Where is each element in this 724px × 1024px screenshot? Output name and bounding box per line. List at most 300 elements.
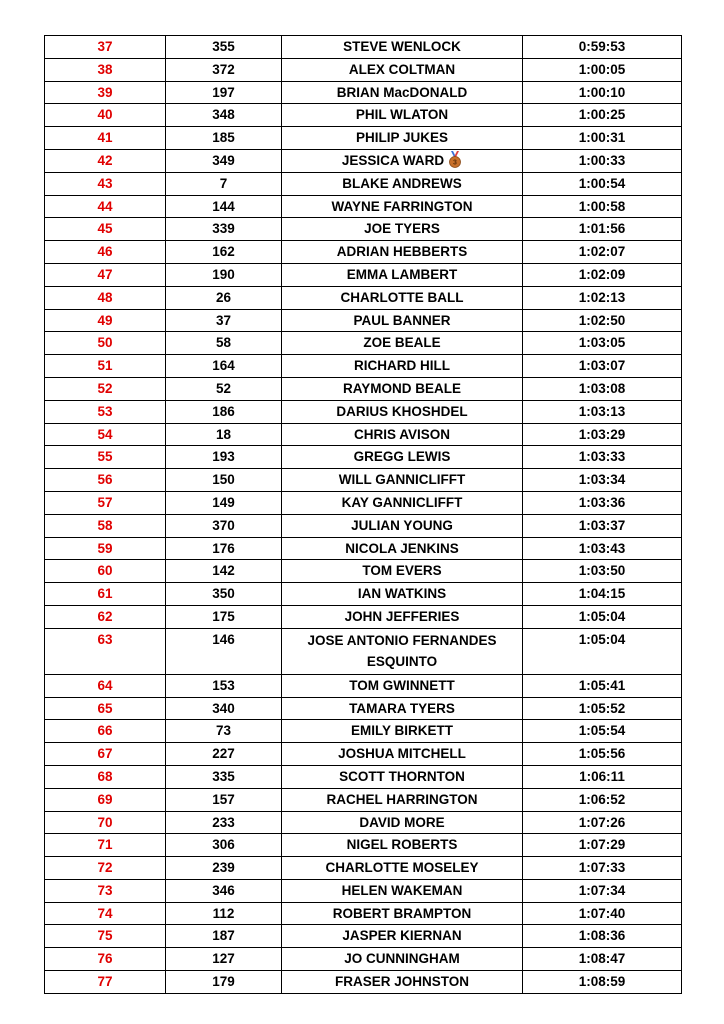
finish-time-cell — [523, 902, 682, 925]
position-text: 60 — [97, 563, 113, 579]
bib-number-text: 185 — [212, 130, 235, 146]
position-cell — [45, 423, 166, 446]
runner-name-cell — [282, 788, 523, 811]
finish-time-text: 1:02:07 — [578, 244, 626, 260]
finish-time-text: 1:03:43 — [578, 540, 626, 556]
bib-number-text: 175 — [212, 608, 235, 624]
bib-number-text: 335 — [212, 768, 235, 784]
finish-time-text: 1:02:09 — [578, 266, 626, 282]
finish-time-text: 1:00:10 — [578, 84, 626, 100]
table-row — [45, 400, 682, 423]
finish-time-text: 1:03:08 — [578, 380, 626, 396]
bib-number-cell — [166, 948, 282, 971]
finish-time-text: 1:03:36 — [578, 494, 626, 510]
finish-time-cell — [523, 948, 682, 971]
bib-number-cell — [166, 332, 282, 355]
bib-number-cell — [166, 309, 282, 332]
position-text: 49 — [97, 312, 113, 328]
bib-number-text: 112 — [212, 905, 235, 921]
position-text: 44 — [97, 198, 113, 214]
bib-number-text: 149 — [212, 494, 235, 510]
runner-name-text: DARIUS KHOSHDEL — [336, 403, 468, 419]
finish-time-text: 1:00:05 — [578, 61, 626, 77]
position-text: 66 — [97, 723, 113, 739]
bib-number-text: 227 — [212, 746, 235, 762]
position-cell — [45, 857, 166, 880]
finish-time-text: 1:05:04 — [578, 631, 626, 647]
medal-number: 3 — [453, 159, 458, 167]
runner-name-text: PAUL BANNER — [353, 312, 451, 328]
finish-time-text: 1:00:54 — [578, 175, 626, 191]
bib-number-cell — [166, 857, 282, 880]
position-text: 55 — [97, 449, 113, 465]
bib-number-text: 349 — [212, 152, 235, 168]
runner-name-cell — [282, 469, 523, 492]
finish-time-cell — [523, 400, 682, 423]
finish-time-cell — [523, 195, 682, 218]
finish-time-text: 1:05:54 — [578, 723, 626, 739]
runner-name-cell — [282, 104, 523, 127]
bib-number-cell — [166, 149, 282, 172]
runner-name-text: WAYNE FARRINGTON — [331, 198, 473, 214]
runner-name-cell — [282, 765, 523, 788]
table-row — [45, 332, 682, 355]
position-text: 68 — [97, 768, 113, 784]
position-cell — [45, 127, 166, 150]
finish-time-text: 1:03:37 — [578, 517, 626, 533]
finish-time-text: 1:02:50 — [578, 312, 626, 328]
runner-name-cell — [282, 309, 523, 332]
table-row — [45, 149, 682, 172]
position-text: 67 — [97, 746, 113, 762]
finish-time-cell — [523, 241, 682, 264]
runner-name-cell — [282, 628, 523, 674]
bib-number-text: 372 — [212, 61, 235, 77]
bib-number-text: 144 — [212, 198, 235, 214]
position-cell — [45, 971, 166, 994]
position-cell — [45, 309, 166, 332]
position-cell — [45, 469, 166, 492]
position-text: 71 — [97, 837, 113, 853]
table-row — [45, 583, 682, 606]
runner-name-cell — [282, 674, 523, 697]
bib-number-cell — [166, 605, 282, 628]
runner-name-text: CHRIS AVISON — [353, 426, 450, 442]
table-row — [45, 127, 682, 150]
bib-number-cell — [166, 788, 282, 811]
table-row — [45, 469, 682, 492]
bib-number-cell — [166, 514, 282, 537]
runner-name-cell — [282, 491, 523, 514]
position-text: 75 — [97, 928, 113, 944]
bib-number-cell — [166, 834, 282, 857]
bib-number-cell — [166, 400, 282, 423]
position-cell — [45, 81, 166, 104]
position-text: 59 — [97, 540, 113, 556]
runner-name-text: ROBERT BRAMPTON — [332, 905, 472, 921]
position-text: 74 — [97, 905, 113, 921]
position-text: 54 — [97, 426, 113, 442]
position-cell — [45, 104, 166, 127]
runner-name-cell — [282, 263, 523, 286]
bib-number-cell — [166, 811, 282, 834]
runner-name-cell — [282, 514, 523, 537]
bib-number-cell — [166, 469, 282, 492]
runner-name-text: KAY GANNICLIFFT — [341, 494, 463, 510]
bib-number-text: 197 — [212, 84, 235, 100]
runner-name-cell — [282, 857, 523, 880]
position-text: 45 — [97, 221, 113, 237]
finish-time-text: 1:03:29 — [578, 426, 626, 442]
position-text: 56 — [97, 472, 113, 488]
runner-name-cell — [282, 355, 523, 378]
table-row — [45, 81, 682, 104]
position-cell — [45, 36, 166, 59]
table-row — [45, 628, 682, 674]
finish-time-cell — [523, 743, 682, 766]
position-text: 62 — [97, 608, 113, 624]
runner-name-text: TAMARA TYERS — [349, 700, 455, 716]
finish-time-cell — [523, 104, 682, 127]
position-text: 43 — [97, 175, 113, 191]
finish-time-text: 1:05:52 — [578, 700, 626, 716]
bib-number-cell — [166, 104, 282, 127]
finish-time-text: 1:07:26 — [578, 814, 626, 830]
finish-time-cell — [523, 172, 682, 195]
position-cell — [45, 834, 166, 857]
bronze-medal-icon — [448, 151, 462, 168]
bib-number-cell — [166, 241, 282, 264]
bib-number-text: 370 — [212, 517, 235, 533]
bib-number-cell — [166, 583, 282, 606]
runner-name-text: NICOLA JENKINS — [345, 540, 459, 556]
runner-name-text: JOSE ANTONIO FERNANDES ESQUINTO — [307, 632, 497, 669]
table-row — [45, 879, 682, 902]
finish-time-cell — [523, 628, 682, 674]
bib-number-cell — [166, 446, 282, 469]
bib-number-cell — [166, 902, 282, 925]
runner-name-cell — [282, 332, 523, 355]
runner-name-cell — [282, 241, 523, 264]
table-row — [45, 674, 682, 697]
bib-number-text: 355 — [212, 39, 235, 54]
table-row — [45, 902, 682, 925]
finish-time-text: 1:07:40 — [578, 905, 626, 921]
bib-number-text: 157 — [212, 791, 235, 807]
position-text: 38 — [97, 61, 113, 77]
finish-time-cell — [523, 560, 682, 583]
table-row — [45, 172, 682, 195]
bib-number-cell — [166, 537, 282, 560]
bib-number-cell — [166, 971, 282, 994]
finish-time-cell — [523, 697, 682, 720]
finish-time-cell — [523, 446, 682, 469]
finish-time-cell — [523, 263, 682, 286]
bib-number-text: 179 — [212, 974, 235, 990]
table-row — [45, 720, 682, 743]
bib-number-text: 73 — [215, 723, 232, 739]
finish-time-text: 1:01:56 — [578, 221, 626, 237]
position-cell — [45, 377, 166, 400]
runner-name-text: ADRIAN HEBBERTS — [336, 244, 468, 260]
bib-number-cell — [166, 172, 282, 195]
table-row — [45, 765, 682, 788]
runner-name-text: STEVE WENLOCK — [343, 39, 461, 54]
bib-number-text: 233 — [212, 814, 235, 830]
bib-number-text: 146 — [212, 631, 235, 647]
runner-name-cell — [282, 149, 523, 172]
position-text: 65 — [97, 700, 113, 716]
finish-time-cell — [523, 834, 682, 857]
position-cell — [45, 925, 166, 948]
position-cell — [45, 332, 166, 355]
runner-name-cell — [282, 36, 523, 59]
table-row — [45, 446, 682, 469]
bib-number-text: 37 — [215, 312, 232, 328]
bib-number-text: 340 — [212, 700, 235, 716]
bib-number-cell — [166, 628, 282, 674]
table-row — [45, 605, 682, 628]
table-row — [45, 788, 682, 811]
bib-number-text: 346 — [212, 882, 235, 898]
bib-number-cell — [166, 58, 282, 81]
runner-name-cell — [282, 58, 523, 81]
runner-name-cell — [282, 948, 523, 971]
position-cell — [45, 879, 166, 902]
runner-name-cell — [282, 537, 523, 560]
position-text: 51 — [97, 358, 113, 374]
finish-time-cell — [523, 605, 682, 628]
runner-name-text: IAN WATKINS — [357, 586, 447, 602]
position-text: 47 — [97, 266, 113, 282]
runner-name-text: ZOE BEALE — [363, 335, 441, 351]
position-text: 73 — [97, 882, 113, 898]
bib-number-text: 186 — [212, 403, 235, 419]
bib-number-cell — [166, 377, 282, 400]
bib-number-text: 58 — [215, 335, 232, 351]
finish-time-cell — [523, 127, 682, 150]
position-cell — [45, 195, 166, 218]
bib-number-text: 150 — [212, 472, 235, 488]
table-row — [45, 355, 682, 378]
position-cell — [45, 605, 166, 628]
position-text: 39 — [97, 84, 113, 100]
position-cell — [45, 720, 166, 743]
runner-name-cell — [282, 446, 523, 469]
finish-time-text: 0:59:53 — [578, 39, 626, 54]
runner-name-text: JO CUNNINGHAM — [344, 951, 460, 967]
runner-name-cell — [282, 81, 523, 104]
position-text: 63 — [97, 631, 113, 647]
finish-time-text: 1:06:11 — [579, 768, 625, 784]
runner-name-text: JOHN JEFFERIES — [344, 608, 460, 624]
position-text: 69 — [97, 791, 113, 807]
finish-time-text: 1:00:58 — [578, 198, 626, 214]
finish-time-text: 1:03:07 — [578, 358, 626, 374]
runner-name-text: GREGG LEWIS — [353, 449, 451, 465]
position-cell — [45, 149, 166, 172]
runner-name-text: BLAKE ANDREWS — [342, 175, 462, 191]
bib-number-cell — [166, 355, 282, 378]
position-cell — [45, 697, 166, 720]
position-cell — [45, 400, 166, 423]
finish-time-cell — [523, 537, 682, 560]
finish-time-cell — [523, 720, 682, 743]
finish-time-cell — [523, 377, 682, 400]
runner-name-text: JOSHUA MITCHELL — [338, 746, 466, 762]
runner-name-cell — [282, 583, 523, 606]
table-row — [45, 58, 682, 81]
runner-name-text: JESSICA WARD — [341, 152, 445, 168]
finish-time-cell — [523, 332, 682, 355]
table-row — [45, 971, 682, 994]
runner-name-text: RACHEL HARRINGTON — [326, 791, 478, 807]
position-text: 40 — [97, 107, 113, 123]
finish-time-cell — [523, 857, 682, 880]
runner-name-text: CHARLOTTE BALL — [340, 289, 464, 305]
finish-time-text: 1:00:33 — [578, 152, 626, 168]
finish-time-cell — [523, 788, 682, 811]
position-text: 42 — [97, 152, 113, 168]
bib-number-text: 350 — [212, 586, 235, 602]
position-text: 72 — [97, 860, 113, 876]
finish-time-cell — [523, 469, 682, 492]
runner-name-text: EMMA LAMBERT — [346, 266, 458, 282]
runner-name-text: WILL GANNICLIFFT — [338, 472, 466, 488]
finish-time-text: 1:04:15 — [578, 586, 626, 602]
bib-number-cell — [166, 491, 282, 514]
bib-number-text: 187 — [212, 928, 235, 944]
position-cell — [45, 743, 166, 766]
position-cell — [45, 788, 166, 811]
runner-name-cell — [282, 400, 523, 423]
bib-number-text: 348 — [212, 107, 235, 123]
runner-name-text: JOE TYERS — [364, 221, 440, 237]
bib-number-cell — [166, 720, 282, 743]
table-row — [45, 514, 682, 537]
finish-time-text: 1:08:36 — [578, 928, 626, 944]
table-row — [45, 743, 682, 766]
table-row — [45, 263, 682, 286]
runner-name-text: NIGEL ROBERTS — [346, 837, 458, 853]
position-cell — [45, 628, 166, 674]
position-text: 37 — [97, 39, 113, 54]
runner-name-text: PHIL WLATON — [355, 107, 449, 123]
table-row — [45, 811, 682, 834]
table-row — [45, 948, 682, 971]
finish-time-text: 1:03:33 — [578, 449, 626, 465]
table-row — [45, 697, 682, 720]
runner-name-text: EMILY BIRKETT — [350, 723, 453, 739]
position-text: 46 — [97, 244, 113, 260]
bib-number-text: 339 — [212, 221, 235, 237]
finish-time-text: 1:03:34 — [578, 472, 626, 488]
bib-number-text: 190 — [212, 266, 235, 282]
runner-name-cell — [282, 560, 523, 583]
finish-time-text: 1:05:56 — [578, 746, 626, 762]
position-cell — [45, 902, 166, 925]
position-cell — [45, 560, 166, 583]
bib-number-cell — [166, 765, 282, 788]
finish-time-cell — [523, 218, 682, 241]
finish-time-cell — [523, 58, 682, 81]
runner-name-cell — [282, 423, 523, 446]
table-row — [45, 925, 682, 948]
finish-time-text: 1:03:05 — [578, 335, 626, 351]
position-text: 52 — [97, 380, 113, 396]
position-text: 61 — [97, 586, 113, 602]
bib-number-text: 127 — [212, 951, 235, 967]
runner-name-text: JASPER KIERNAN — [342, 928, 462, 944]
position-cell — [45, 355, 166, 378]
bib-number-text: 142 — [212, 563, 235, 579]
position-cell — [45, 446, 166, 469]
table-row — [45, 377, 682, 400]
runner-name-cell — [282, 127, 523, 150]
runner-name-text: BRIAN MacDONALD — [336, 84, 468, 100]
bib-number-text: 164 — [212, 358, 235, 374]
position-text: 57 — [97, 494, 113, 510]
finish-time-cell — [523, 674, 682, 697]
finish-time-text: 1:08:47 — [578, 951, 626, 967]
finish-time-text: 1:07:29 — [578, 837, 626, 853]
bib-number-cell — [166, 127, 282, 150]
bib-number-cell — [166, 286, 282, 309]
table-row — [45, 309, 682, 332]
runner-name-cell — [282, 925, 523, 948]
position-cell — [45, 491, 166, 514]
bib-number-cell — [166, 423, 282, 446]
finish-time-text: 1:05:04 — [578, 608, 626, 624]
runner-name-cell — [282, 286, 523, 309]
finish-time-cell — [523, 81, 682, 104]
bib-number-text: 239 — [212, 860, 235, 876]
runner-name-text: TOM GWINNETT — [349, 677, 455, 693]
table-row — [45, 195, 682, 218]
finish-time-cell — [523, 879, 682, 902]
bib-number-cell — [166, 560, 282, 583]
runner-name-cell — [282, 834, 523, 857]
finish-time-text: 1:03:50 — [578, 563, 626, 579]
finish-time-text: 1:08:59 — [578, 974, 626, 990]
table-row — [45, 560, 682, 583]
position-text: 53 — [97, 403, 113, 419]
runner-name-text: HELEN WAKEMAN — [341, 882, 463, 898]
table-row — [45, 491, 682, 514]
finish-time-text: 1:06:52 — [578, 791, 626, 807]
runner-name-text: TOM EVERS — [362, 563, 442, 579]
position-text: 50 — [97, 335, 113, 351]
bib-number-cell — [166, 925, 282, 948]
finish-time-cell — [523, 491, 682, 514]
runner-name-cell — [282, 971, 523, 994]
runner-name-cell — [282, 605, 523, 628]
table-row — [45, 104, 682, 127]
finish-time-text: 1:05:41 — [578, 677, 626, 693]
runner-name-cell — [282, 172, 523, 195]
runner-name-text: CHARLOTTE MOSELEY — [325, 860, 479, 876]
bib-number-text: 153 — [212, 677, 235, 693]
table-row — [45, 241, 682, 264]
table-row — [45, 36, 682, 59]
bib-number-cell — [166, 36, 282, 59]
finish-time-cell — [523, 149, 682, 172]
finish-time-cell — [523, 583, 682, 606]
position-cell — [45, 948, 166, 971]
runner-name-text: RAYMOND BEALE — [342, 380, 461, 396]
position-cell — [45, 811, 166, 834]
bib-number-cell — [166, 218, 282, 241]
